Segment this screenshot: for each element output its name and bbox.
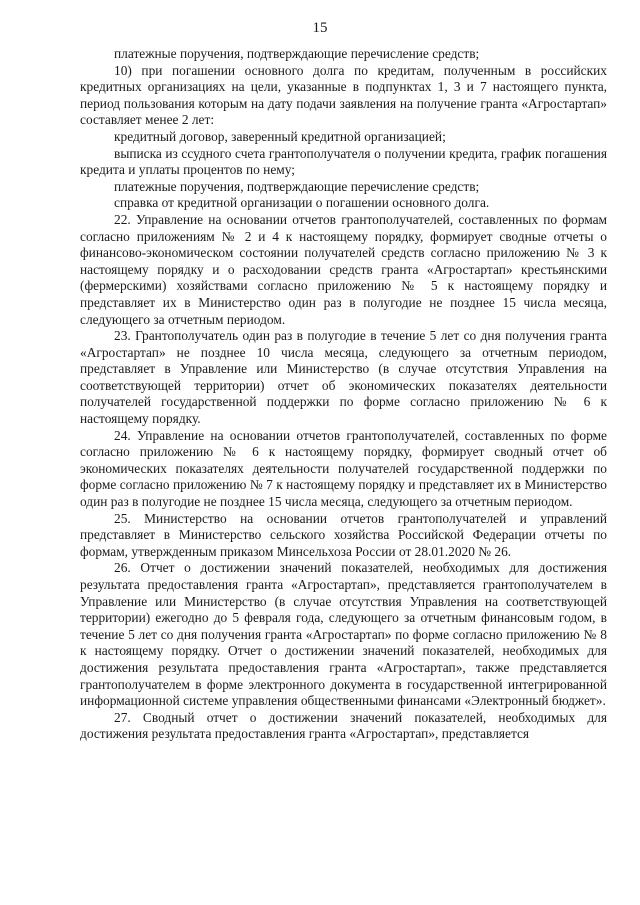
paragraph: 23. Грантополучатель один раз в полугодие в течение 5 лет со дня получения гранта «Агростартап» не позднее 10 числа месяца, следующего за отчетным периодом, представляет в Управление или Министерство (в случае отсутствия Управления на соответствующей территории) отчет об экономических показателях деятельности получателей государственной поддержки по форме согласно приложению № 6 к настоящему порядку. bbox=[80, 328, 607, 427]
paragraph: справка от кредитной организации о погашении основного долга. bbox=[114, 195, 490, 211]
paragraph: 25. Министерство на основании отчетов грантополучателей и управлений представляет в Министерство сельского хозяйства Российской Федерации отчеты по формам, утвержденным приказом Минсельхоза России от 28.01.2020 № 26. bbox=[80, 510, 607, 559]
paragraph: выписка из ссудного счета грантополучателя о получении кредита, график погашения кредита и уплаты процентов по нему; bbox=[80, 145, 607, 178]
paragraph: 22. Управление на основании отчетов грантополучателей, составленных по формам согласно приложениям № 2 и 4 к настоящему порядку, формирует сводные отчеты о финансово-экономическом состоянии получателей средств согласно приложению № 3 к настоящему порядку и о расходовании средств гранта «Агростартап» крестьянскими (фермерскими) хозяйствами согласно приложению № 5 к настоящему порядку и представляет их в Министерство один раз в полугодие не позднее 15 числа месяца, следующего за отчетным периодом. bbox=[80, 211, 607, 327]
paragraph: платежные поручения, подтверждающие перечисление средств; bbox=[114, 46, 480, 61]
paragraph: кредитный договор, заверенный кредитной организацией; bbox=[114, 128, 446, 144]
page-number: 15 bbox=[312, 20, 328, 36]
paragraph: 24. Управление на основании отчетов грантополучателей, составленных по форме согласно приложению № 6 к настоящему порядку, формирует сводный отчет об экономических показателях деятельности получателей государственной поддержки по форме согласно приложению № 7 к настоящему порядку и представляет их в Министерство один раз в полугодие не позднее 15 числа месяца, следующего за отчетным периодом. bbox=[80, 427, 607, 510]
paragraph: платежные поручения, подтверждающие перечисление средств; bbox=[114, 178, 480, 194]
document-body bbox=[80, 46, 607, 743]
paragraph: 27. Сводный отчет о достижении значений показателей, необходимых для достижения результата предоставления гранта «Агростартап», представляется bbox=[80, 709, 607, 742]
paragraph: 10) при погашении основного долга по кредитам, полученным в российских кредитных организациях на цели, указанные в подпунктах 1, 3 и 7 настоящего пункта, период пользования которым на дату подачи заявления на получение гранта «Агростартап» составляет менее 2 лет: bbox=[80, 62, 607, 128]
paragraph: 26. Отчет о достижении значений показателей, необходимых для достижения результата предоставления гранта «Агростартап», представляется грантополучателем в Управление или Министерство (в случае отсутствия Управления на соответствующей территории) ежегодно до 5 февраля года, следующего за отчетным финансовым годом, в течение 5 лет со дня получения гранта «Агростартап» по форме согласно приложению № 8 к настоящему порядку. Отчет о достижении значений показателей, необходимых для достижения результата предоставления гранта «Агростартап», также представляется грантополучателем в форме электронного документа в государственной интегрированной информационной системе управления общественными финансами «Электронный бюджет». bbox=[80, 560, 607, 709]
